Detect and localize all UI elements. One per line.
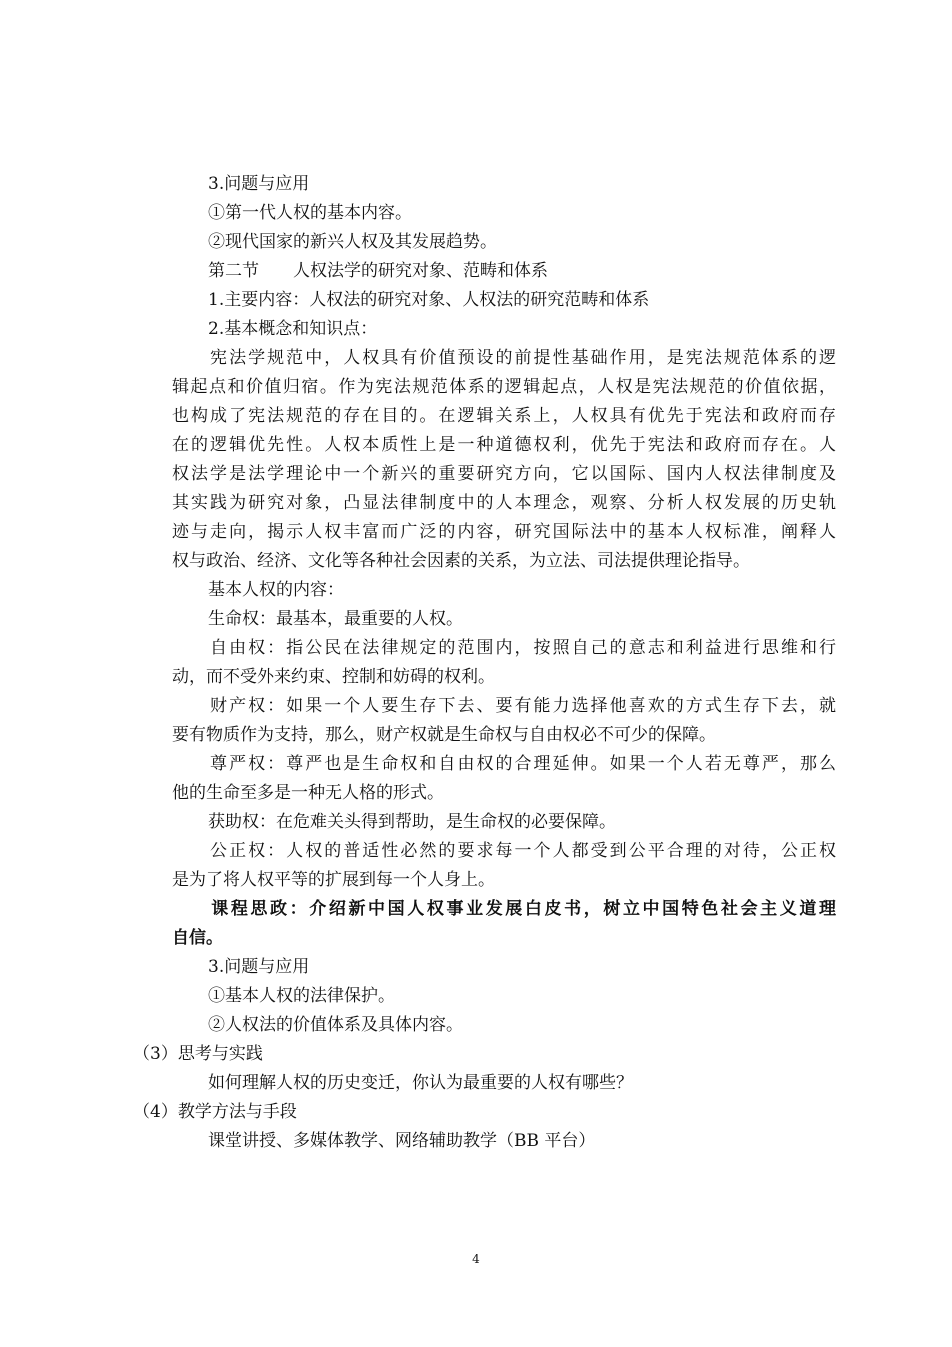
paragraph-line: 课堂讲授、多媒体教学、网络辅助教学（BB 平台） <box>208 1131 596 1151</box>
paragraph-line: 在的逻辑优先性。人权本质性上是一种道德权利，优先于宪法和政府而存在。人 <box>172 435 836 455</box>
thinking-practice-heading: （3）思考与实践 <box>133 1044 263 1064</box>
paragraph-line: 如何理解人权的历史变迁，你认为最重要的人权有哪些？ <box>208 1073 633 1093</box>
paragraph-line: 是为了将人权平等的扩展到每一个人身上。 <box>172 870 495 890</box>
list-item: ②现代国家的新兴人权及其发展趋势。 <box>208 232 497 252</box>
concepts-heading: 2.基本概念和知识点： <box>208 319 378 339</box>
paragraph-line: 其实践为研究对象，凸显法律制度中的人本理念，观察、分析人权发展的历史轨 <box>172 493 836 513</box>
section-heading: 第二节 人权法学的研究对象、范畴和体系 <box>208 261 548 281</box>
heading-issues-applications: 3.问题与应用 <box>208 174 310 194</box>
paragraph-line: 获助权：在危难关头得到帮助，是生命权的必要保障。 <box>208 812 616 832</box>
paragraph-line: 公正权：人权的普适性必然的要求每一个人都受到公平合理的对待，公正权 <box>172 841 836 861</box>
list-item: ②人权法的价值体系及具体内容。 <box>208 1015 463 1035</box>
main-content-line: 1.主要内容：人权法的研究对象、人权法的研究范畴和体系 <box>208 290 650 310</box>
paragraph-line: 权与政治、经济、文化等各种社会因素的关系，为立法、司法提供理论指导。 <box>172 551 750 571</box>
basic-rights-heading: 基本人权的内容： <box>208 580 344 600</box>
list-item: ①基本人权的法律保护。 <box>208 986 395 1006</box>
paragraph-line: 尊严权：尊严也是生命权和自由权的合理延伸。如果一个人若无尊严，那么 <box>172 754 836 774</box>
paragraph-line: 他的生命至多是一种无人格的形式。 <box>172 783 444 803</box>
paragraph-line: 迹与走向，揭示人权丰富而广泛的内容，研究国际法中的基本人权标准，阐释人 <box>172 522 836 542</box>
paragraph-line: 财产权：如果一个人要生存下去、要有能力选择他喜欢的方式生存下去，就 <box>172 696 836 716</box>
paragraph-line: 自由权：指公民在法律规定的范围内，按照自己的意志和利益进行思维和行 <box>172 638 836 658</box>
paragraph-line: 辑起点和价值归宿。作为宪法规范体系的逻辑起点，人权是宪法规范的价值依据， <box>172 377 836 397</box>
paragraph-line: 要有物质作为支持，那么，财产权就是生命权与自由权必不可少的保障。 <box>172 725 716 745</box>
page-number: 4 <box>472 1252 480 1266</box>
paragraph-line: 权法学是法学理论中一个新兴的重要研究方向，它以国际、国内人权法律制度及 <box>172 464 836 484</box>
ideology-note: 自信。 <box>172 928 223 948</box>
paragraph-line: 宪法学规范中，人权具有价值预设的前提性基础作用，是宪法规范体系的逻 <box>172 348 836 368</box>
list-item: ①第一代人权的基本内容。 <box>208 203 412 223</box>
paragraph-line: 也构成了宪法规范的存在目的。在逻辑关系上，人权具有优先于宪法和政府而存 <box>172 406 836 426</box>
paragraph-line: 生命权：最基本，最重要的人权。 <box>208 609 463 629</box>
ideology-note: 课程思政：介绍新中国人权事业发展白皮书，树立中国特色社会主义道理 <box>172 899 836 919</box>
paragraph-line: 动，而不受外来约束、控制和妨碍的权利。 <box>172 667 495 687</box>
teaching-methods-heading: （4）教学方法与手段 <box>133 1102 297 1122</box>
heading-issues-applications: 3.问题与应用 <box>208 957 310 977</box>
